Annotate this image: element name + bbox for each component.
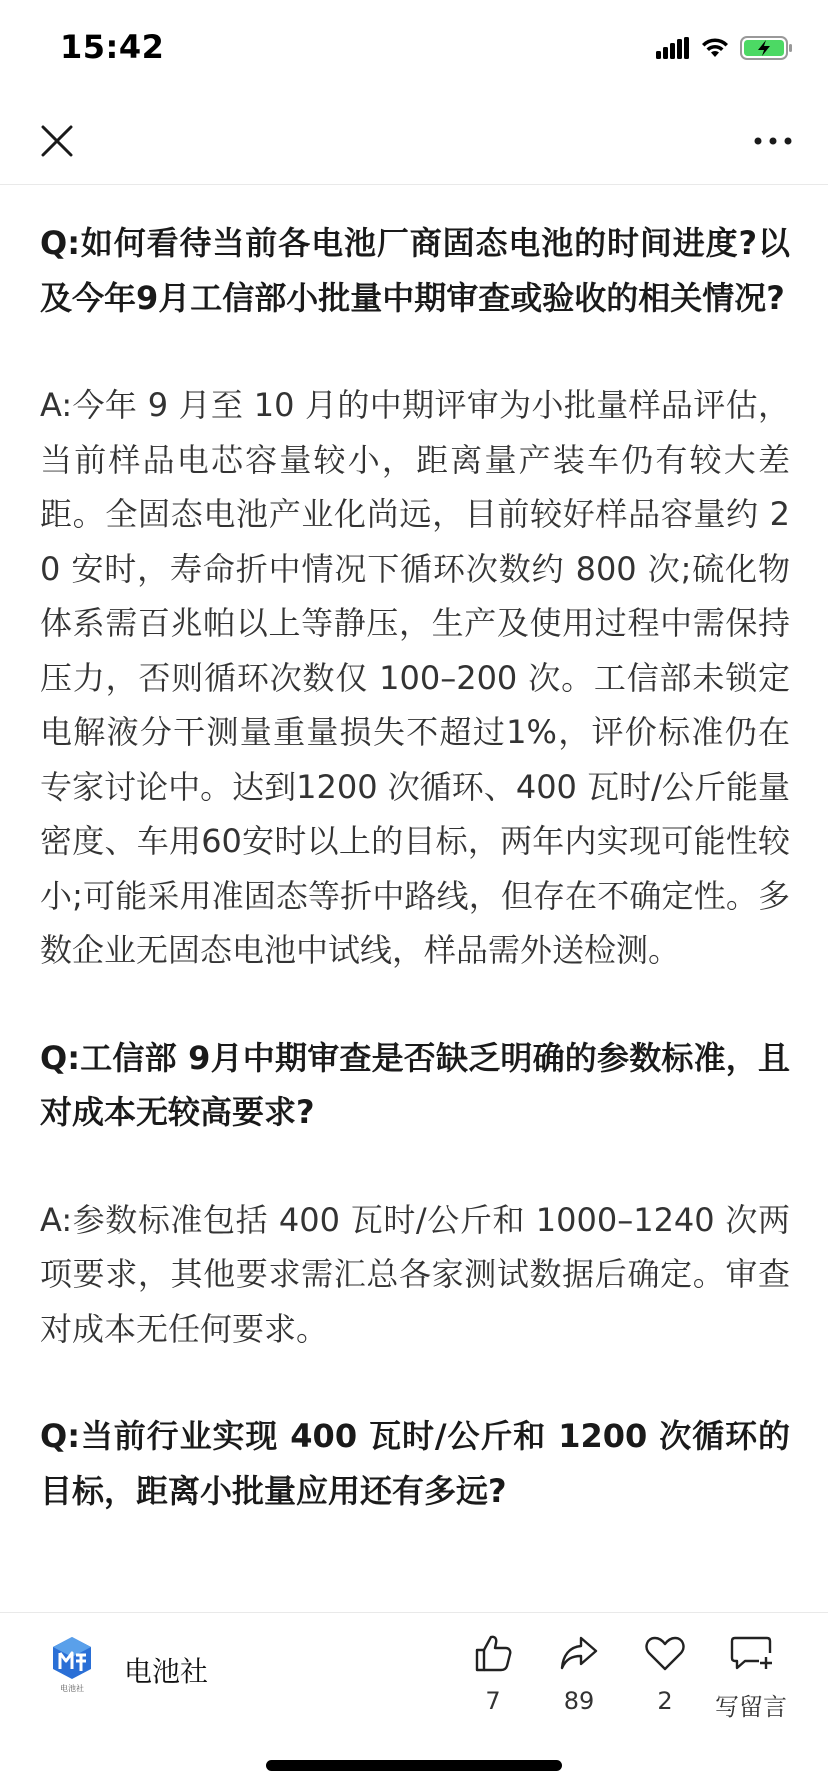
answer-paragraph: A:今年 9 月至 10 月的中期评审为小批量样品评估，当前样品电芯容量较小，距离量产装车仍有较大差距。全固态电池产业化尚远，目前较好样品容量约 20 安时，寿命折中情况下循环次数约 800 次;硫化物体系需百兆帕以上等静压，生产及使用过程中需保持压力，否则循环次数仅 100–200 次。工信部未锁定电解液分干测量重量损失不超过1%，评价标准仍在专家讨论中。达到1200 次循环、400 瓦时/公斤能量密度、车用60安时以上的目标，两年内实现可能性较小;可能采用准固态等折中路线，但存在不确定性。多数企业无固态电池中试线，样品需外送检测。 [40, 386, 790, 969]
write-comment-button[interactable] [706, 1629, 796, 1722]
favorite-button[interactable] [620, 1629, 710, 1715]
wifi-icon [700, 37, 730, 63]
question-paragraph: Q:工信部 9月中期审查是否缺乏明确的参数标准，且对成本无较高要求? [40, 1038, 790, 1131]
article-body [40, 186, 790, 1606]
status-icons [656, 36, 794, 64]
nav-bar [0, 100, 828, 185]
question-paragraph: Q:如何看待当前各电池厂商固态电池的时间进度?以及今年9月工信部小批量中期审查或验收的相关情况? [40, 224, 790, 317]
question-paragraph: Q:当前行业实现 400 瓦时/公斤和 1200 次循环的目标，距离小批量应用还有多远? [40, 1417, 790, 1510]
write-comment-icon [729, 1629, 773, 1677]
battery-charging-icon [740, 36, 794, 64]
favorite-count: 2 [657, 1687, 673, 1715]
more-icon [753, 136, 793, 146]
author-logo-caption: 电池社 [60, 1684, 84, 1693]
close-button[interactable] [34, 118, 80, 164]
share-button[interactable] [534, 1629, 624, 1715]
close-icon [40, 124, 74, 158]
author-logo [48, 1635, 96, 1705]
like-button[interactable] [448, 1629, 538, 1715]
status-time: 15:42 [60, 28, 165, 66]
author-info[interactable] [48, 1635, 208, 1705]
author-name[interactable]: 电池社 [124, 1655, 209, 1688]
cellular-signal-icon [656, 37, 690, 63]
answer-paragraph: A:参数标准包括 400 瓦时/公斤和 1000–1240 次两项要求，其他要求需汇总各家测试数据后确定。审查对成本无任何要求。 [40, 1200, 790, 1348]
like-count: 7 [485, 1687, 501, 1715]
share-count: 89 [563, 1687, 595, 1715]
bottom-action-bar [0, 1612, 828, 1733]
share-icon [559, 1629, 599, 1677]
home-indicator[interactable] [266, 1760, 562, 1771]
write-comment-label: 写留言 [715, 1693, 787, 1721]
heart-icon [644, 1629, 686, 1677]
more-button[interactable] [748, 118, 798, 164]
thumbs-up-icon [473, 1629, 513, 1677]
status-bar [0, 0, 828, 100]
battery-club-logo-icon [50, 1635, 94, 1681]
